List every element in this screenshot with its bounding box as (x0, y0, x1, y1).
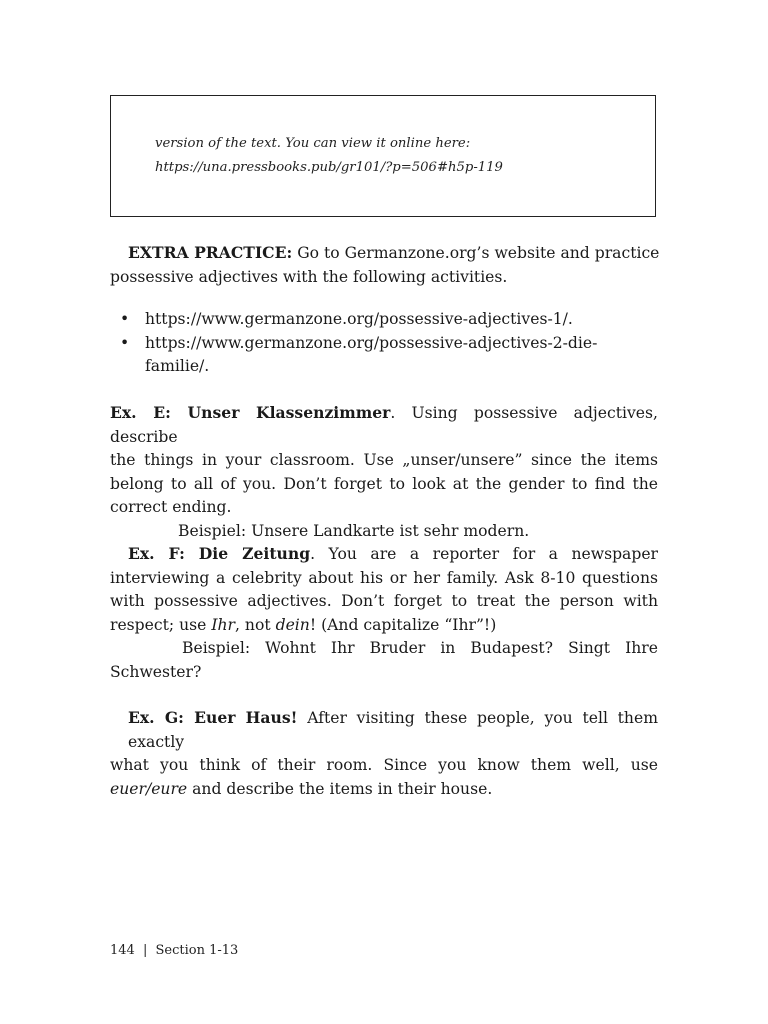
activity-link-2[interactable]: • https://www.germanzone.org/possessive-adjectives-2-die- (145, 333, 598, 352)
exercise-f-text-1: . You are a reporter for a newspaper (310, 545, 659, 563)
exercise-g-euer-eure: euer/eure (110, 779, 188, 798)
exercise-e-text-3: belong to all of you. Don’t forget to look at the gender to find the (110, 474, 658, 493)
exercise-f-text-2: interviewing a celebrity about his or her family. Ask 8-10 questions (110, 568, 658, 587)
section-label: Section 1-13 (155, 943, 239, 958)
exercise-e-text-2: the things in your classroom. Use „unser/unsere” since the items (110, 451, 658, 469)
activity-links-list (110, 308, 658, 379)
list-item (110, 332, 658, 379)
note-box (110, 95, 656, 217)
note-box-url[interactable]: https://una.pressbooks.pub/gr101/?p=506#h5p-119 (155, 160, 503, 175)
extra-practice-text-2: possessive adjectives with the following activities. (110, 267, 508, 286)
extra-practice-label: EXTRA PRACTICE: (128, 243, 293, 262)
exercise-f-dein: dein (275, 615, 310, 634)
exercise-f (110, 542, 658, 684)
exercise-f-example-1: Beispiel: Wohnt Ihr Bruder in Budapest? Singt Ihre (182, 639, 658, 657)
exercise-g-text-3: and describe the items in their house. (187, 779, 493, 798)
list-item (110, 308, 658, 332)
exercise-e-text-4: correct ending. (110, 498, 232, 516)
exercise-e (110, 401, 658, 543)
page-footer (110, 943, 238, 958)
exercise-f-title: Ex. F: Die Zeitung (128, 544, 311, 563)
exercise-e-example: Beispiel: Unsere Landkarte ist sehr modern. (178, 521, 530, 540)
exercise-f-example-2: Schwester? (110, 662, 202, 681)
extra-practice-text-1: Go to Germanzone.org’s website and practice (292, 244, 660, 262)
activity-link-2-cont[interactable]: familie/. (145, 357, 210, 375)
exercise-f-text-3: with possessive adjectives. Don’t forget to treat the person with (110, 592, 658, 610)
exercise-g-text-1: After visiting these people, you tell them exactly (128, 709, 658, 751)
exercise-g (110, 706, 658, 801)
page-number: 144 (110, 943, 135, 958)
exercise-f-text-4a: respect; use (110, 615, 212, 634)
exercise-f-text-4b: , not (235, 615, 276, 634)
exercise-f-ihr: Ihr (211, 615, 236, 634)
exercise-g-text-2: what you think of their room. Since you know them well, use (110, 756, 658, 774)
exercise-e-text-1: . Using possessive adjectives, describe (110, 404, 658, 446)
exercise-g-title: Ex. G: Euer Haus! (128, 708, 298, 727)
extra-practice-paragraph (110, 241, 658, 289)
footer-separator: | (142, 943, 148, 958)
exercise-f-text-4c: ! (And capitalize “Ihr”!) (309, 615, 497, 634)
exercise-e-title: Ex. E: Unser Klassenzimmer (110, 403, 391, 422)
activity-link-1[interactable]: • https://www.germanzone.org/possessive-adjectives-1/. (145, 310, 573, 328)
note-box-line-1: version of the text. You can view it online here: (155, 136, 471, 151)
